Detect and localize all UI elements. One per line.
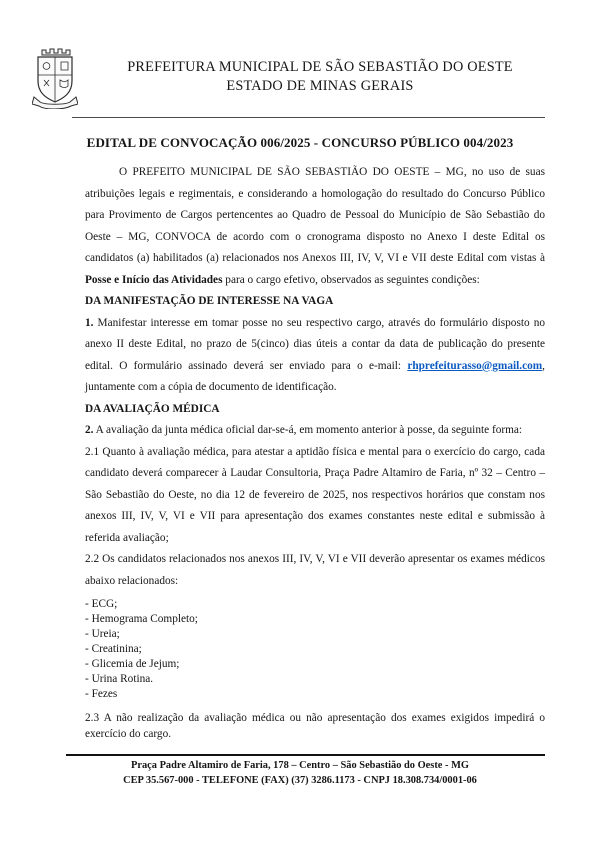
item-2-2-paragraph: 2.2 Os candidatos relacionados nos anexos III, IV, V, VI e VII deverão apresentar os exames médicos abaixo relacionados: <box>85 553 545 587</box>
item-1-paragraph <box>85 313 545 399</box>
section2-heading: DA AVALIAÇÃO MÉDICA <box>85 402 220 415</box>
document-footer <box>0 759 600 788</box>
item-1-text-post: , juntamente com a cópia de documento de identificação. <box>85 359 545 393</box>
exam-list-item: - ECG; <box>85 598 118 610</box>
section1-heading: DA MANIFESTAÇÃO DE INTERESSE NA VAGA <box>85 295 334 307</box>
org-state: ESTADO DE MINAS GERAIS <box>226 78 414 94</box>
exam-list-item: - Creatinina; <box>85 643 142 655</box>
item-1-text-pre: Manifestar interesse em tomar posse no seu respectivo cargo, através do formulário disposto no anexo II deste Edital, no prazo de 5(cinco) dias úteis a contar da data de publicação do presente edital. O formulário assinado deverá ser enviado para o e-mail: <box>85 316 545 372</box>
exam-list <box>85 597 545 702</box>
item-2-3-paragraph: 2.3 A não realização da avaliação médica ou não apresentação dos exames exigidos impedirá o exercício do cargo. <box>85 712 545 740</box>
email-link[interactable]: rhprefeiturasso@gmail.com <box>407 359 543 372</box>
item-2-text: A avaliação da junta médica oficial dar-se-á, em momento anterior à posse, da seguinte forma: <box>93 424 523 436</box>
org-name: PREFEITURA MUNICIPAL DE SÃO SEBASTIÃO DO OESTE <box>127 59 513 75</box>
intro-text-post: para o cargo efetivo, observados as seguintes condições: <box>222 273 480 286</box>
intro-text-pre: O PREFEITO MUNICIPAL DE SÃO SEBASTIÃO DO OESTE – MG, no uso de suas atribuições legais e regimentais, e considerando a homologação do resultado do Concurso Público para Provimento de Cargos pertencentes ao Quadro de Pessoal do Município de São Sebastião do Oeste – MG, CONVOCA de acordo com o cronograma disposto no Anexo I deste Edital os candidatos (a) habilitados (a) relacionados nos Anexos III, IV, V, VI e VII deste Edital com vistas à <box>85 166 545 264</box>
footer-address: Praça Padre Altamiro de Faria, 178 – Centro – São Sebastião do Oeste - MG <box>131 760 469 771</box>
exam-list-item: - Glicemia de Jejum; <box>85 658 180 670</box>
exam-list-item: - Ureia; <box>85 628 120 640</box>
footer-divider <box>66 754 545 756</box>
header-divider <box>72 117 545 118</box>
document-header <box>60 58 580 96</box>
exam-list-item: - Fezes <box>85 688 118 700</box>
intro-paragraph <box>85 162 545 291</box>
footer-contact: CEP 35.567-000 - TELEFONE (FAX) (37) 3286.1173 - CNPJ 18.308.734/0001-06 <box>123 774 477 786</box>
item-2-1-paragraph: 2.1 Quanto à avaliação médica, para atestar a aptidão física e mental para o exercício do cargo, cada candidato deverá comparecer à Laudar Consultoria, Praça Padre Altamiro de Faria, nº 32 – Centro – São Sebastião do Oeste, no dia 12 de fevereiro de 2025, nos respectivos horários que constam nos anexos III, IV, V, VI e VII para apresentação dos exames constantes neste edital e submissão à referida avaliação; <box>85 445 545 544</box>
item-2-paragraph <box>85 420 545 442</box>
document-body <box>85 162 545 742</box>
intro-bold-phrase: Posse e Início das Atividades <box>85 273 223 286</box>
item-2-number: 2. <box>85 424 94 436</box>
exam-list-item: - Hemograma Completo; <box>85 613 198 625</box>
item-1-number: 1. <box>85 316 94 329</box>
document-title: EDITAL DE CONVOCAÇÃO 006/2025 - CONCURSO PÚBLICO 004/2023 <box>86 135 514 150</box>
exam-list-item: - Urina Rotina. <box>85 673 154 685</box>
